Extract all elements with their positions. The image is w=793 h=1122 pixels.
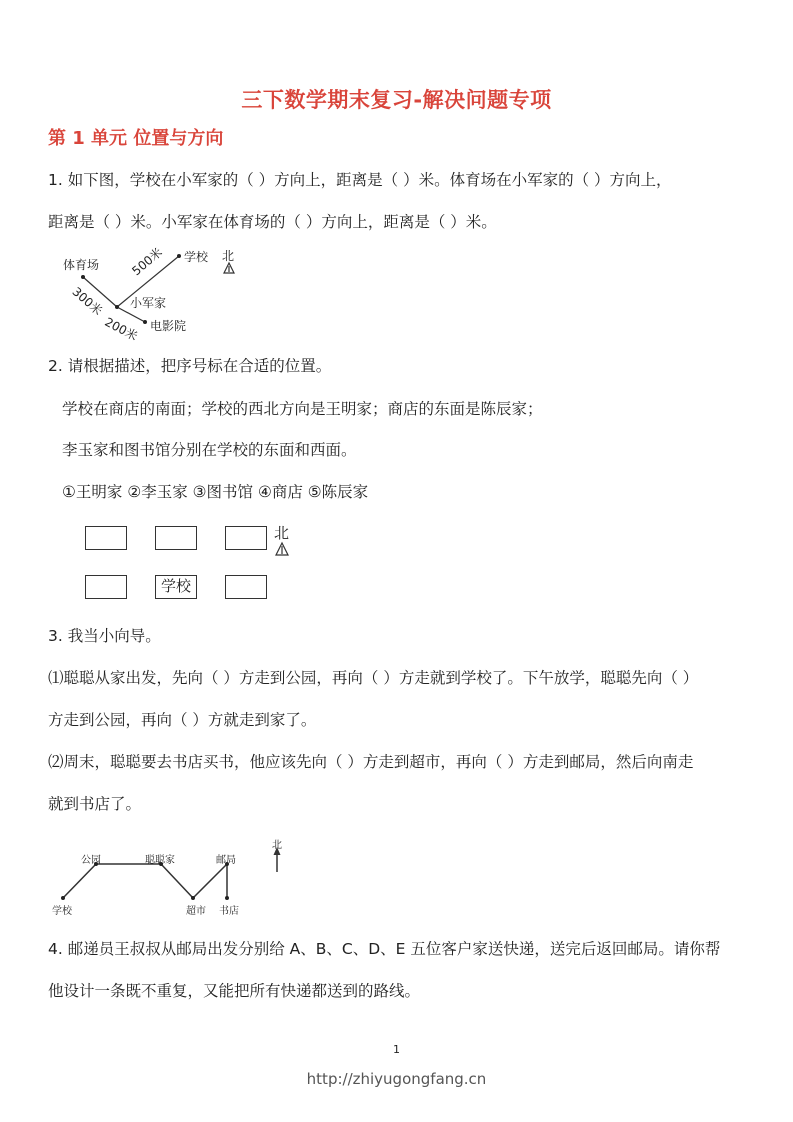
route-line [63, 864, 227, 898]
label-school: 学校 [52, 906, 72, 917]
q3-p1-line2: 方走到公园，再向（ ）方就走到家了。 [48, 711, 317, 729]
answer-box-top-center[interactable] [155, 526, 197, 550]
label-distance-500: 500米 [129, 245, 166, 279]
label-post-office: 邮局 [216, 855, 236, 866]
school-box: 学校 [155, 575, 197, 599]
label-gym: 体育场 [63, 258, 100, 272]
q3-heading: 3. 我当小向导。 [48, 627, 161, 645]
label-home: 聪聪家 [145, 855, 175, 866]
q3-p2-line2: 就到书店了。 [48, 795, 142, 813]
label-supermarket: 超市 [186, 906, 206, 917]
answer-box-top-left[interactable] [85, 526, 127, 550]
unit-heading: 第 1 单元 位置与方向 [48, 128, 224, 149]
q2-desc2: 李玉家和图书馆分别在学校的东面和西面。 [62, 441, 357, 459]
label-park: 公园 [81, 855, 101, 866]
page-number: 1 [393, 1043, 400, 1056]
page-title: 三下数学期末复习-解决问题专项 [241, 88, 552, 112]
q2-north-label: 北 [274, 524, 290, 542]
label-north: 北 [222, 249, 235, 263]
label-bookstore: 书店 [219, 906, 239, 917]
q2-options: ①王明家 ②李玉家 ③图书馆 ④商店 ⑤陈辰家 [62, 483, 369, 501]
label-cinema: 电影院 [150, 319, 187, 333]
label-north: 北 [272, 840, 282, 851]
q1-line1: 1. 如下图，学校在小军家的（ ）方向上，距离是（ ）米。体育场在小军家的（ ）方向上， [48, 171, 672, 189]
q2-heading: 2. 请根据描述，把序号标在合适的位置。 [48, 357, 332, 375]
label-school: 学校 [184, 250, 209, 264]
answer-box-bottom-left[interactable] [85, 575, 127, 599]
q4-line1: 4. 邮递员王叔叔从邮局出发分别给 A、B、C、D、E 五位客户家送快递，送完后返回邮局。请你帮 [48, 940, 721, 958]
footer-url[interactable]: http://zhiyugongfang.cn [306, 1070, 487, 1088]
q1-line2: 距离是（ ）米。小军家在体育场的（ ）方向上，距离是（ ）米。 [48, 213, 497, 231]
q3-p1-line1: ⑴聪聪从家出发，先向（ ）方走到公园，再向（ ）方走就到学校了。下午放学，聪聪先向（ ） [48, 669, 699, 687]
label-distance-200: 200米 [102, 314, 140, 344]
q3-p2-line1: ⑵周末，聪聪要去书店买书，他应该先向（ ）方走到超市，再向（ ）方走到邮局，然后向南走 [48, 753, 694, 771]
answer-box-bottom-right[interactable] [225, 575, 267, 599]
label-distance-300: 300米 [69, 284, 106, 318]
q4-line2: 他设计一条既不重复，又能把所有快递都送到的路线。 [48, 982, 421, 1000]
label-home: 小军家 [130, 296, 167, 310]
answer-box-top-right[interactable] [225, 526, 267, 550]
q2-desc1: 学校在商店的南面；学校的西北方向是王明家；商店的东面是陈辰家； [62, 400, 543, 418]
q3-map-lines [0, 0, 240, 60]
